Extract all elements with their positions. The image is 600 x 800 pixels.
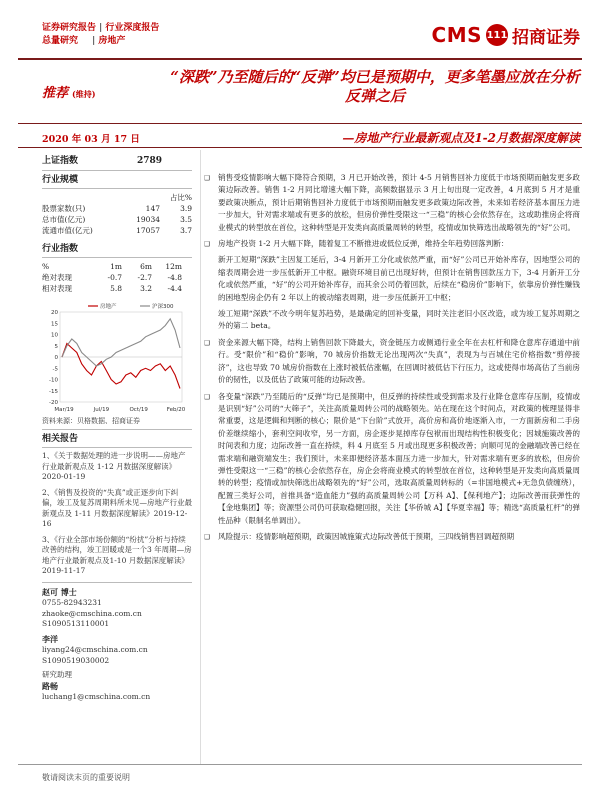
rating-label: 推荐 [42, 86, 69, 101]
x-tick-label: Mar/19 [54, 407, 74, 413]
y-tick-label: 5 [54, 343, 58, 350]
contact-name: 赵可 博士 [42, 586, 77, 597]
y-tick-label: -20 [49, 400, 58, 406]
contact-block [42, 634, 192, 667]
footer-note: 敬请阅读末页的重要说明 [42, 773, 130, 782]
y-tick-label: -5 [52, 366, 58, 373]
contact-id: S1090519030002 [42, 655, 110, 665]
body-paragraph: ❑ 各变量“深跌”乃至随后的“反弹”均已是预期中，但反弹的持续性或受到需求及行业降仓意库存压制，疫情或是识别“好”公司的“大筛子”，关注高质量周转公司的战略领先。站在现在这个时间点，对政策的梳理显得非常重要，这是逻辑和判断的核心；限价是“下台阶”式放开，高价房和高价地逐渐入市，一方面新房和二手房价差继续缩小，套利空间收窄，另一方面，房企逐步晃掉库存包袱而出现结构性积极变化；因城施策改善的时间表和力度；边际改善一直在持续，料 4 月底至 5 月或出现更多积极改善；向顺可见的金融端改善已经在需求端和融资端发生；我们预计，未来即便经济基本面压力进一步加大，针对需求端有更多的放松，但房价弹性受限这一“三稳”的核心会依然存在，房企会将商业模式的转型放在首位，这种转型是开发类向高质量周转的转型；疫情或加快筛选出战略领先的“好”公司，选取高质量周转标的（=非国地模式+无急负债缠绕），配置三类好公司，首推具备“造血能力”强的高质量周转公司【万科 A】、【保利地产】；边际改善而获弹性的【金地集团】等；资源型公司仍可获取稳健回报，关注【华侨城 A】【华夏幸福】等；精选“高质量杠杆”的弹性品种（限制名单调出）。 [210, 391, 580, 527]
related-item: 1、《关于数据处理的进一步说明——房地产行业最新观点及 1-12 月数据深度解读》2020-01-19 [42, 451, 186, 481]
scale-row-value: 19034 [136, 215, 160, 224]
tag-securities-report: 证券研究报告 [42, 23, 97, 33]
subtitle-rule [18, 147, 582, 148]
y-tick-label: 10 [51, 332, 58, 339]
scale-row-pct: 3.9 [180, 204, 192, 213]
header-rule [18, 58, 582, 60]
perf-col: 1m [110, 262, 122, 271]
y-tick-label: -15 [49, 388, 58, 395]
scale-row-value: 17057 [136, 226, 160, 235]
x-tick-label: Oct/19 [129, 407, 148, 413]
cms-logo [432, 22, 580, 48]
index-label: 上证指数 [42, 156, 79, 166]
logo-cn-text: 招商证券 [512, 27, 580, 48]
body-paragraph: 竣工短期“深跌”不改今明年复苏趋势，是最确定的回补变量，同时关注老旧小区改造，或为竣工复苏周期之外的第二 beta。 [218, 309, 580, 331]
report-title: “深跌”乃至随后的“反弹”均已是预期中，更多笔墨应放在分析反弹之后 [170, 68, 580, 105]
rating-sub: (维持) [72, 89, 96, 99]
chart-source: 资料来源：贝格数据、招商证券 [42, 416, 192, 430]
report-body [210, 172, 580, 547]
footer-rule [18, 764, 582, 765]
y-tick-label: 15 [51, 321, 58, 328]
perf-heading: 行业指数 [42, 244, 192, 258]
scale-row-value: 147 [145, 204, 160, 213]
performance-chart [42, 298, 192, 416]
related-heading: 相关报告 [42, 434, 192, 448]
scale-row-name: 流通市值(亿元) [42, 226, 93, 235]
column-divider [200, 150, 201, 765]
logo-cms-text: CMS [431, 23, 482, 47]
body-paragraph: ❑ 资金来源大幅下降，结构上销售回款下降最大，资金链压力或侧通行业全年在去杠杆和降仓意库存通道中前行。受“限价”和“稳价”影响，70 城房价指数无论出现两次“失真”，表现为与百城住宅价格指数“剪停接济”，这也导致 70 城房价指数在上涨时被低估涨幅，在回调时被低估下行压力，这或使得市场高估了当前房价的韧性，以及低估了政策可能的边际改善。 [210, 337, 580, 387]
legend-label: 房地产 [100, 304, 117, 310]
contact-role: 研究助理 [42, 670, 72, 679]
title-rule [18, 123, 582, 124]
contact-name: 李洋 [42, 633, 58, 644]
contact-email[interactable]: liyang24@cmschina.com.cn [42, 645, 148, 654]
perf-row-name: 绝对表现 [42, 273, 72, 282]
related-item: 3、《行业全部市场份额的“纷扰”分析与持续改善的结构，竣工回暖或是一个3 年周期—房地产行业最新观点及1-10 月数据深度解读》2019-11-17 [42, 534, 192, 575]
tag-industry-report: 行业深度报告 [105, 23, 160, 33]
perf-table [42, 261, 192, 294]
report-tags: 证券研究报告 | 行业深度报告 总量研究 | 房地产 [42, 23, 160, 46]
body-paragraph: 新开工短期“深跌”主因复工延后，3-4 月新开工分化或依然严重，而“好”公司已开始补库存，因地型公司的缩表周期会进一步压低新开工中枢。融资环境目前已出现好转，但预计在销售回款压力下，3-4 月新开工分化或依然严重，“好”的公司开始补库存，而其余公司仍着回款，后续在“稳房价”影响下，依靠房价弹性赚钱的困地型房企仍有 2 年以上的被动缩表周期，进一步压低新开工中枢； [218, 255, 580, 302]
y-tick-label: 0 [54, 355, 58, 361]
legend-label: 沪深300 [152, 304, 174, 310]
perf-col: 12m [165, 262, 182, 271]
x-tick-label: Jul/19 [93, 407, 110, 413]
contact-email[interactable]: zhaoke@cmschina.com.cn [42, 608, 142, 618]
contact-block [42, 587, 192, 630]
contact-phone: 0755-82943231 [42, 598, 102, 607]
index-value: 2789 [136, 156, 162, 166]
perf-val: 5.8 [110, 284, 122, 293]
scale-row-name: 总市值(亿元) [42, 215, 86, 224]
tag-real-estate: 房地产 [98, 36, 126, 46]
scale-col-label: 占比% [169, 193, 192, 202]
body-paragraph: ❑ 风险提示：疫情影响超预期，政策因城施策式边际改善低于预期，三四线销售回调超预期 [210, 531, 580, 543]
index-row [42, 156, 192, 171]
contact-name: 路畅 [42, 680, 58, 691]
body-paragraph: ❑ 房地产投资 1-2 月大幅下降，随着复工不断推进或低位反弹，维持全年趋势回落判断： [210, 238, 580, 250]
contact-id: S1090513110001 [42, 619, 110, 628]
contact-block [42, 670, 192, 703]
scale-table [42, 192, 192, 236]
perf-val: 3.2 [140, 284, 152, 293]
scale-row-pct: 3.5 [180, 215, 192, 224]
contact-email[interactable]: luchang1@cmschina.com.cn [42, 692, 151, 701]
report-date: 2020 年 03 月 17 日 [42, 134, 140, 145]
tag-macro-research: 总量研究 [42, 36, 79, 46]
perf-val: -4.4 [167, 284, 182, 293]
x-tick-label: Feb/20 [166, 407, 186, 413]
perf-val: -2.7 [137, 273, 152, 282]
related-item: 2、《销售及投资的“失真”或正逐步向下纠偏，竣工及复苏周期料所未见—房地产行业最新观点及 1-11 月数据深度解读》2019-12-16 [42, 487, 192, 528]
scale-row-pct: 3.7 [180, 226, 192, 235]
perf-val: -4.8 [167, 273, 182, 282]
perf-row-name: 相对表现 [42, 284, 72, 293]
contacts [42, 582, 192, 703]
logo-mark-icon: 111 [486, 24, 508, 46]
y-tick-label: -10 [49, 377, 58, 384]
perf-col: 6m [140, 262, 152, 271]
perf-val: -0.7 [107, 273, 122, 282]
y-tick-label: 20 [51, 310, 58, 316]
report-subtitle: —房地产行业最新观点及1-2月数据深度解读 [342, 131, 580, 145]
related-list [42, 451, 192, 577]
scale-heading: 行业规模 [42, 175, 192, 189]
rating [42, 82, 96, 101]
left-sidebar [42, 156, 192, 703]
scale-row-name: 股票家数(只) [42, 204, 86, 213]
perf-col: % [42, 262, 50, 271]
body-paragraph: ❑ 销售受疫情影响大幅下降符合预期，3 月已开始改善，预计 4-5 月销售回补力度低于市场预期而触发更多政策边际改善。销售 1-2 月同比增速大幅下降，高频数据显示 3 月上旬出现一定改善，4 月底到 5 月才是重要政策决断点，预计后期销售回补力度低于市场预期而触发更多政策边际改善，未来如若经济基本面压力进一步加大，针对需求端或有更多的放松，但房价弹性受限这一“三稳”的核心会依然存在，这或助推房企将商业模式的转型放在首位，这种转型是开发类向高质量周转的转型，疫情或加快筛选出战略领先的“好”公司。 [210, 172, 580, 234]
